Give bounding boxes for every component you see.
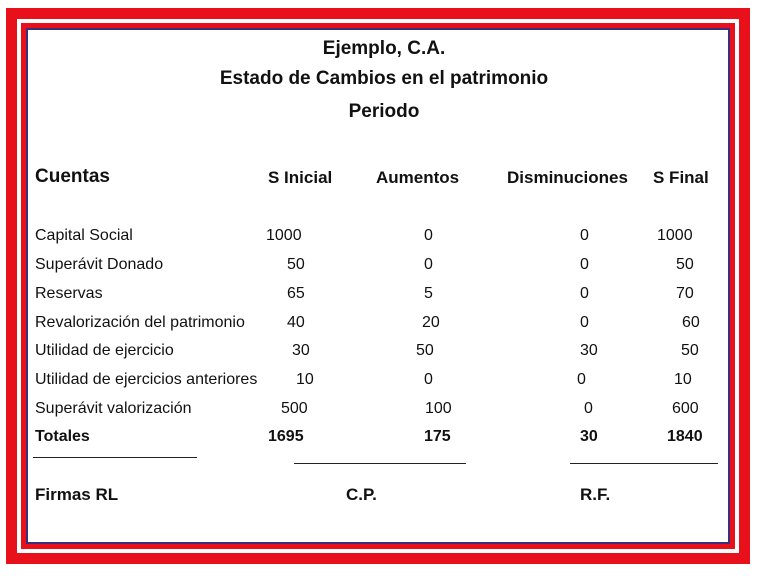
cell-inicial: 40 (287, 314, 305, 331)
cell-inicial: 50 (287, 256, 305, 273)
cell-inicial: 1000 (266, 227, 302, 244)
cell-cuenta: Superávit Donado (35, 256, 164, 273)
cell-disminuciones: 0 (580, 314, 589, 331)
signature-rf: R.F. (580, 485, 611, 504)
totals-final: 1840 (667, 428, 703, 445)
col-header-cuentas: Cuentas (35, 166, 110, 187)
statement-title: Estado de Cambios en el patrimonio (219, 68, 549, 89)
cell-aumentos: 0 (424, 256, 433, 273)
signature-line-rf (570, 463, 718, 464)
cell-final: 10 (674, 371, 692, 388)
cell-aumentos: 100 (425, 400, 452, 417)
col-header-s-final: S Final (653, 168, 709, 187)
outer-red-frame (6, 8, 750, 564)
col-header-aumentos: Aumentos (376, 168, 460, 187)
signature-line-rl (33, 457, 197, 458)
cell-aumentos: 20 (422, 314, 440, 331)
period-label: Periodo (348, 101, 420, 122)
cell-cuenta: Superávit valorización (35, 400, 192, 417)
cell-inicial: 500 (281, 400, 308, 417)
cell-disminuciones: 0 (577, 371, 586, 388)
cell-aumentos: 0 (424, 371, 433, 388)
cell-inicial: 30 (292, 342, 310, 359)
totals-disminuciones: 30 (580, 428, 598, 445)
cell-disminuciones: 0 (584, 400, 593, 417)
cell-final: 600 (672, 400, 699, 417)
cell-disminuciones: 0 (580, 227, 589, 244)
col-header-disminuciones: Disminuciones (507, 168, 628, 187)
signature-firmas-rl: Firmas RL (35, 485, 119, 504)
cell-aumentos: 5 (424, 285, 433, 302)
cell-inicial: 65 (287, 285, 305, 302)
cell-disminuciones: 30 (580, 342, 598, 359)
cell-final: 60 (682, 314, 700, 331)
totals-inicial: 1695 (268, 428, 304, 445)
signature-cp: C.P. (346, 485, 377, 504)
cell-inicial: 10 (296, 371, 314, 388)
cell-final: 1000 (657, 227, 693, 244)
cell-cuenta: Capital Social (35, 227, 133, 244)
cell-cuenta: Utilidad de ejercicio (35, 342, 174, 359)
cell-aumentos: 0 (424, 227, 433, 244)
cell-disminuciones: 0 (580, 285, 589, 302)
col-header-s-inicial: S Inicial (268, 168, 333, 187)
signature-line-cp (294, 463, 466, 464)
cell-cuenta: Utilidad de ejercicios anteriores (35, 371, 258, 388)
totals-label: Totales (35, 428, 90, 445)
cell-disminuciones: 0 (580, 256, 589, 273)
cell-final: 50 (676, 256, 694, 273)
cell-final: 70 (676, 285, 694, 302)
cell-aumentos: 50 (416, 342, 434, 359)
cell-final: 50 (681, 342, 699, 359)
cell-cuenta: Revalorización del patrimonio (35, 314, 245, 331)
white-frame-band (17, 19, 739, 553)
cell-cuenta: Reservas (35, 285, 103, 302)
company-name: Ejemplo, C.A. (322, 38, 446, 59)
totals-aumentos: 175 (424, 428, 451, 445)
